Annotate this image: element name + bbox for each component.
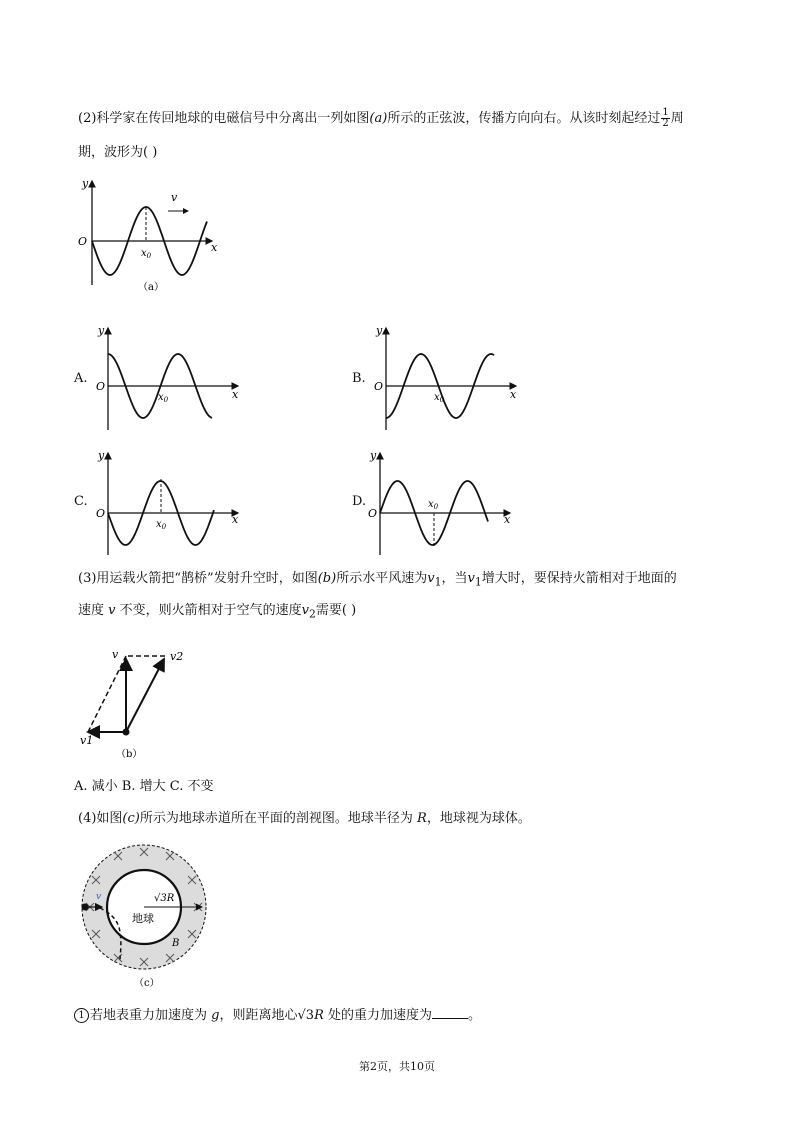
option-a-graph[interactable] xyxy=(92,322,252,434)
v-label: v xyxy=(112,648,119,661)
q3-line1: (3)用运载火箭把“鹊桥”发射升空时，如图(b)所示水平风速为$v_1$，当$v_1$增大时，要保持火箭相对于地面的 xyxy=(78,571,677,589)
v2-vector xyxy=(126,659,164,732)
figure-b-vectors xyxy=(72,642,202,764)
svg-text:y: y xyxy=(98,324,105,337)
option-c-graph[interactable] xyxy=(92,447,252,559)
svg-text:x0: $x_0$ xyxy=(434,392,445,404)
v2-label: v2 xyxy=(170,650,184,663)
q2-line1: (2)科学家在传回地球的电磁信号中分离出一列如图(a)所示的正弦波，传播方向向右。从该时刻起经过 $\frac{1}{2}$ 周 xyxy=(78,107,684,129)
figure-a-wave xyxy=(70,175,230,300)
v-label: v xyxy=(96,892,102,902)
q4-text: (4)如图(c)所示为地球赤道所在平面的剖视图。地球半径为 R，地球视为球体。 xyxy=(78,811,531,826)
figure-c-earth xyxy=(78,842,213,992)
svg-text:x: x xyxy=(232,388,239,401)
svg-text:y: y xyxy=(98,449,105,462)
v-label: v xyxy=(171,191,178,204)
q3-answer-options[interactable]: A. 减小 B. 增大 C. 不变 xyxy=(74,779,214,794)
svg-text:x0: $x_0$ xyxy=(428,499,439,511)
svg-text:x0: $x_0$ xyxy=(156,519,167,531)
y-label: y xyxy=(82,177,89,190)
q3-line2: 速度 v 不变，则火箭相对于空气的速度$v_2$需要( ) xyxy=(78,603,357,621)
option-b-label[interactable]: B. xyxy=(352,371,366,386)
svg-text:x: x xyxy=(232,513,239,526)
radius-label: √3R xyxy=(154,893,175,904)
q4-sub1: 1 若地表重力加速度为 g，则距离地心√3R 处的重力加速度为 。 xyxy=(74,1006,481,1025)
caption-b: （b） xyxy=(116,749,143,760)
origin-label: O xyxy=(78,235,88,248)
caption-a: （a） xyxy=(138,282,164,293)
svg-text:x: x xyxy=(504,513,511,526)
v1-label: v1 xyxy=(80,734,94,747)
option-d-label[interactable]: D. xyxy=(352,494,367,509)
earth-label: 地球 xyxy=(132,912,154,925)
answer-blank[interactable] xyxy=(432,1006,468,1019)
svg-text:O: O xyxy=(374,380,384,393)
option-c-label[interactable]: C. xyxy=(74,494,88,509)
b-label: B xyxy=(172,938,180,949)
svg-text:O: O xyxy=(368,507,378,520)
option-b-graph[interactable] xyxy=(370,322,530,434)
svg-text:y: y xyxy=(376,324,383,337)
option-d-graph[interactable] xyxy=(364,447,524,559)
svg-text:y: y xyxy=(370,449,377,462)
q2-line2: 期，波形为( ) xyxy=(78,145,158,160)
caption-c: （c） xyxy=(134,978,160,989)
x-label: x xyxy=(211,241,218,254)
svg-text:x: x xyxy=(510,388,517,401)
svg-text:x0: $x_0$ xyxy=(158,392,169,404)
page-footer: 第2页，共10页 xyxy=(359,1060,435,1073)
x0-label: $x_0$ xyxy=(141,248,152,260)
svg-text:O: O xyxy=(96,507,106,520)
fraction-half: $\frac{1}{2}$ xyxy=(662,107,669,129)
svg-text:O: O xyxy=(96,380,106,393)
option-a-label[interactable]: A. xyxy=(74,371,88,386)
